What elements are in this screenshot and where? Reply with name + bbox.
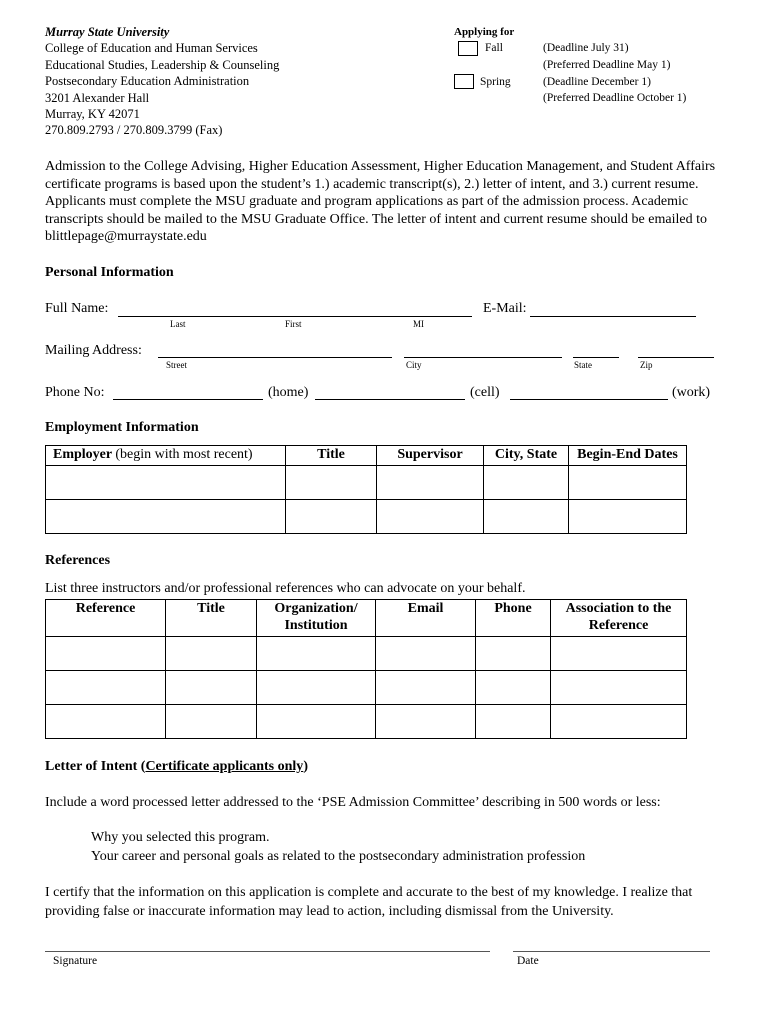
references-instructions: List three instructors and/or professional references who can advocate on your behalf. <box>45 581 526 596</box>
college-name: College of Education and Human Services <box>45 41 258 56</box>
ref-cell[interactable] <box>476 671 551 705</box>
ref-cell[interactable] <box>376 671 476 705</box>
mi-caption: MI <box>413 319 424 329</box>
reference-header: Reference <box>46 600 166 637</box>
cell-phone-line[interactable] <box>315 399 465 400</box>
email-label: E-Mail: <box>483 301 527 316</box>
ref-cell[interactable] <box>476 637 551 671</box>
address-line-1: 3201 Alexander Hall <box>45 90 150 105</box>
state-line[interactable] <box>573 357 619 358</box>
table-row <box>46 705 687 739</box>
state-caption: State <box>574 360 592 370</box>
cell-label: (cell) <box>470 385 500 400</box>
date-label: Date <box>517 955 539 967</box>
title-cell[interactable] <box>286 466 377 500</box>
city-state-cell[interactable] <box>484 466 569 500</box>
signature-label: Signature <box>53 955 98 967</box>
ref-cell[interactable] <box>257 671 376 705</box>
fall-preferred-deadline: (Preferred Deadline May 1) <box>543 59 671 71</box>
address-line-2: Murray, KY 42071 <box>45 107 140 122</box>
supervisor-cell[interactable] <box>377 500 484 534</box>
spring-checkbox[interactable] <box>454 74 474 89</box>
fall-label: Fall <box>485 42 503 54</box>
department-name: Educational Studies, Leadership & Counseling <box>45 57 280 72</box>
ref-cell[interactable] <box>257 705 376 739</box>
letter-heading: Letter of Intent (Certificate applicants only) <box>45 759 308 774</box>
home-label: (home) <box>268 385 309 400</box>
city-caption: City <box>406 360 422 370</box>
phone-header: Phone <box>476 600 551 637</box>
first-caption: First <box>285 319 302 329</box>
ref-cell[interactable] <box>551 705 687 739</box>
letter-item-2: Your career and personal goals as related to the postsecondary administration profession <box>91 849 586 864</box>
spring-label: Spring <box>480 76 511 88</box>
letter-instruction: Include a word processed letter addressed to the ‘PSE Admission Committee’ describing in 500 words or less: <box>45 795 661 810</box>
ref-cell[interactable] <box>46 671 166 705</box>
employer-header: Employer (begin with most recent) <box>46 446 286 466</box>
ref-cell[interactable] <box>46 637 166 671</box>
city-state-header: City, State <box>484 446 569 466</box>
spring-preferred-deadline: (Preferred Deadline October 1) <box>543 92 687 104</box>
mailing-address-label: Mailing Address: <box>45 343 142 358</box>
ref-cell[interactable] <box>376 705 476 739</box>
ref-cell[interactable] <box>551 637 687 671</box>
work-phone-line[interactable] <box>510 399 668 400</box>
work-label: (work) <box>672 385 711 400</box>
ref-cell[interactable] <box>166 705 257 739</box>
university-name: Murray State University <box>45 25 170 39</box>
association-header: Association to the Reference <box>551 600 687 637</box>
intro-paragraph: Admission to the College Advising, Higher Education Assessment, Higher Education Management, and Student Affairs certificate programs is based upon the student’s 1.) academic transcript(s), 2.) letter of intent, and 3.) current resume. Applicants must complete the MSU graduate and program applications as part of the admission process. Academic transcripts should be mailed to the MSU Graduate Office. The letter of intent and current resume should be emailed to blittlepage@murraystate.edu <box>45 159 716 245</box>
organization-header: Organization/ Institution <box>257 600 376 637</box>
title-cell[interactable] <box>286 500 377 534</box>
employer-cell[interactable] <box>46 500 286 534</box>
program-name: Postsecondary Education Administration <box>45 74 250 89</box>
ref-cell[interactable] <box>166 671 257 705</box>
personal-info-heading: Personal Information <box>45 265 174 280</box>
supervisor-cell[interactable] <box>377 466 484 500</box>
street-caption: Street <box>166 360 187 370</box>
title-header: Title <box>286 446 377 466</box>
email-header: Email <box>376 600 476 637</box>
phone-fax: 270.809.2793 / 270.809.3799 (Fax) <box>45 123 223 138</box>
ref-cell[interactable] <box>46 705 166 739</box>
ref-cell[interactable] <box>257 637 376 671</box>
supervisor-header: Supervisor <box>377 446 484 466</box>
email-line[interactable] <box>530 316 696 317</box>
employer-cell[interactable] <box>46 466 286 500</box>
table-row <box>46 466 687 500</box>
ref-cell[interactable] <box>376 637 476 671</box>
date-line[interactable] <box>513 951 710 952</box>
fall-deadline: (Deadline July 31) <box>543 42 629 54</box>
ref-cell[interactable] <box>166 637 257 671</box>
signature-line[interactable] <box>45 951 490 952</box>
city-line[interactable] <box>404 357 562 358</box>
phone-label: Phone No: <box>45 385 105 400</box>
references-table <box>45 599 687 739</box>
table-row <box>46 500 687 534</box>
certification-paragraph: I certify that the information on this application is complete and accurate to the best of my knowledge. I realize that providing false or inaccurate information may lead to action, including dismissal from the University. <box>45 885 693 919</box>
spring-deadline: (Deadline December 1) <box>543 76 651 88</box>
ref-cell[interactable] <box>551 671 687 705</box>
employment-table <box>45 445 687 534</box>
zip-line[interactable] <box>638 357 714 358</box>
full-name-label: Full Name: <box>45 301 109 316</box>
full-name-line[interactable] <box>118 316 472 317</box>
street-line[interactable] <box>158 357 392 358</box>
last-caption: Last <box>170 319 186 329</box>
applying-for-title: Applying for <box>454 26 515 38</box>
institution-header <box>45 24 279 139</box>
ref-title-header: Title <box>166 600 257 637</box>
table-row <box>46 637 687 671</box>
fall-checkbox[interactable] <box>458 41 478 56</box>
table-row <box>46 671 687 705</box>
dates-cell[interactable] <box>569 466 687 500</box>
zip-caption: Zip <box>640 360 653 370</box>
dates-cell[interactable] <box>569 500 687 534</box>
city-state-cell[interactable] <box>484 500 569 534</box>
letter-item-1: Why you selected this program. <box>91 830 270 845</box>
dates-header: Begin-End Dates <box>569 446 687 466</box>
ref-cell[interactable] <box>476 705 551 739</box>
home-phone-line[interactable] <box>113 399 263 400</box>
references-heading: References <box>45 553 111 568</box>
employment-heading: Employment Information <box>45 420 199 435</box>
